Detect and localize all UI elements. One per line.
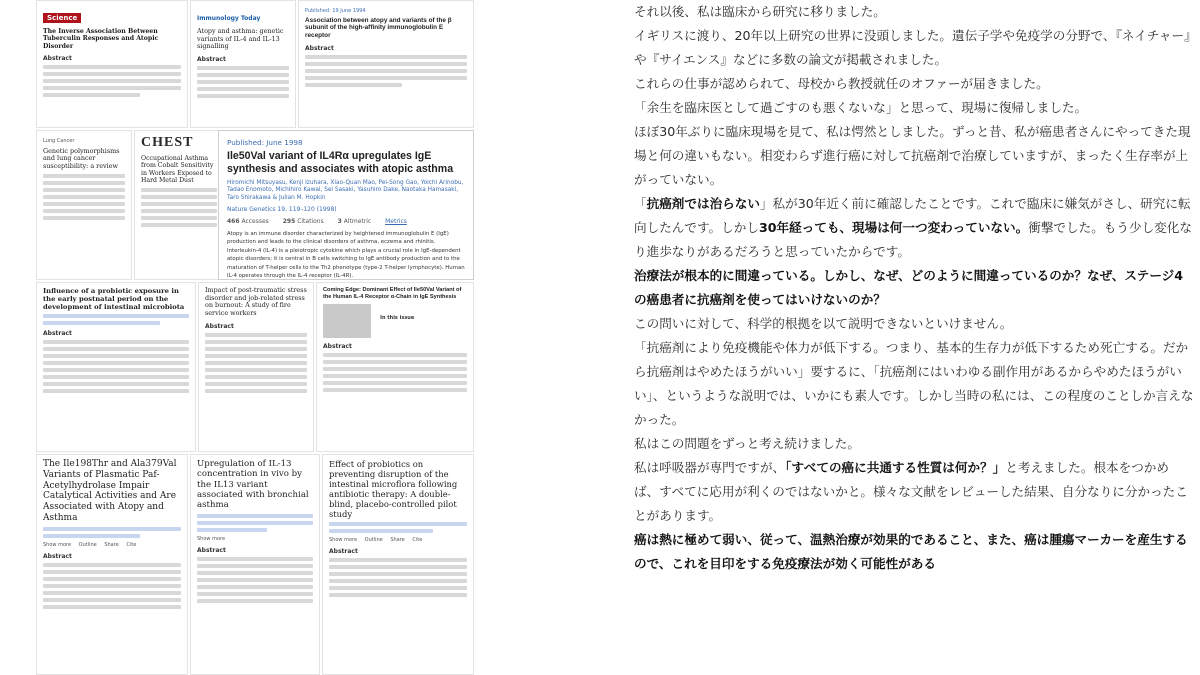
paper-paf-variants bbox=[36, 454, 188, 675]
article-paragraph bbox=[634, 72, 1194, 96]
text-segment: イギリスに渡り、20年以上研究の世界に没頭しました。遺伝子学や免疫学の分野で、『ネイチャー』や『サイエンス』などに多数の論文が掲載されました。 bbox=[634, 28, 1191, 67]
text-segment: と考えました。根本をつかめば、すべてに応用が利くのではないかと。様々な文献をレビューした結果、自分なりに分かったことがあります。 bbox=[634, 460, 1188, 523]
citation-line[interactable]: Nature Genetics 19, 119–120 (1998) bbox=[227, 206, 337, 213]
bold-text-segment: 癌は熱に極めて弱い、従って、温熱治療が効果的であること、また、癌は腫瘍マーカーを産生するので、これを目印をする免疫療法が効く可能性がある bbox=[634, 532, 1188, 571]
share-button[interactable]: Share bbox=[390, 537, 405, 544]
text-segment: 私は呼吸器が専門ですが、 bbox=[634, 460, 786, 475]
metrics-link[interactable]: Metrics bbox=[385, 218, 407, 226]
abstract-text bbox=[323, 353, 467, 392]
article-paragraph bbox=[634, 456, 1194, 528]
show-more-link[interactable]: Show more bbox=[329, 537, 358, 544]
text-segment: これらの仕事が認められて、母校から教授就任のオファーが届きました。 bbox=[634, 76, 1049, 91]
bold-text-segment: 抗癌剤では治らない bbox=[646, 196, 760, 211]
show-more-link[interactable]: Show more bbox=[43, 541, 72, 548]
issue-cover-image[interactable] bbox=[323, 304, 371, 338]
show-more-link[interactable]: Show more bbox=[197, 535, 226, 542]
abstract-text bbox=[43, 65, 181, 97]
article-paragraph bbox=[634, 264, 1194, 312]
bold-text-segment: 「すべての癌に共通する性質は何か？」 bbox=[785, 460, 1006, 475]
article-toolbar bbox=[43, 542, 181, 548]
abstract-text bbox=[43, 340, 189, 393]
paper-ptsd-burnout bbox=[198, 282, 314, 452]
abstract-heading: Abstract bbox=[305, 44, 334, 52]
paper-chest bbox=[134, 130, 224, 280]
abstract-heading: Abstract bbox=[43, 330, 72, 338]
text-segment: 」私が30年近く前に確認したことです。これで臨床に嫌気がさし、研究に転向したんです。しかし bbox=[634, 196, 1191, 235]
abstract-text bbox=[197, 66, 289, 98]
article-body: Atopy is an immune disorder characterized by heightened immunoglobulin E (IgE) production and leads to the clinical disorders of asthma, eczema and rhinitis. Interleukin-4 (IL-4) is a pleiotropic cytokine which plays a crucial role in IgE-dependent atopic disorders; it is central in B cells switching to IgE antibody production and to the maturation of T-helper cells to the Th2 phenotype (type-2 T-helper lymphocyte). Human IL-4 operates through the IL-4 receptor (IL-4R). bbox=[227, 231, 465, 279]
paper-title[interactable]: The Ile198Thr and Ala379Val Variants of Plasmatic Paf-Acetylhydrolase Impair Catalytical Activities and Are Associated with Atopy and Asthma bbox=[43, 459, 177, 523]
altmetric-label: Altmetric bbox=[343, 218, 372, 226]
paper-title[interactable]: Ile50Val variant of IL4Rα upregulates IgE synthesis and associates with atopic asthma bbox=[227, 149, 454, 175]
text-segment: ほぼ30年ぶりに臨床現場を見て、私は愕然としました。ずっと昔、私が癌患者さんにやってきた現場と何の違いもない。相変わらず進行癌に対して抗癌剤で治療していますが、まったく生存率が上がっていない。 bbox=[634, 124, 1191, 187]
journal-logo-chest: CHEST bbox=[141, 135, 194, 150]
article-toolbar bbox=[329, 537, 467, 543]
text-segment: 衝撃でした。もう少し変化なり進歩なりがあるだろうと思っていたからです。 bbox=[634, 220, 1192, 259]
author-lines bbox=[43, 527, 181, 538]
publish-date: Published: 19 June 1994 bbox=[305, 8, 366, 14]
abstract-text bbox=[205, 333, 307, 393]
author-lines bbox=[197, 514, 313, 532]
article-paragraph bbox=[634, 24, 1194, 72]
abstract-heading: Abstract bbox=[43, 552, 72, 560]
abstract-heading: Abstract bbox=[323, 343, 352, 351]
author-lines bbox=[43, 314, 189, 325]
journal-logo-science: Science bbox=[43, 13, 81, 23]
outline-button[interactable]: Outline bbox=[364, 537, 383, 544]
abstract-heading: Abstract bbox=[329, 548, 358, 556]
author-lines bbox=[329, 522, 467, 533]
text-segment: 私はこの問題をずっと考え続けました。 bbox=[634, 436, 860, 451]
paper-title[interactable]: Impact of post-traumatic stress disorder and job-related stress on burnout: A study of fire service workers bbox=[205, 286, 307, 318]
paper-immunology-today bbox=[190, 0, 296, 128]
article-body-text bbox=[634, 0, 1194, 675]
outline-button[interactable]: Outline bbox=[78, 541, 97, 548]
article-paragraph bbox=[634, 192, 1194, 264]
accesses-label: Accesses bbox=[241, 218, 269, 226]
abstract-text bbox=[197, 557, 313, 603]
paper-beta-subunit bbox=[298, 0, 474, 128]
paper-lung-cancer bbox=[36, 130, 132, 280]
abstract-text bbox=[43, 174, 125, 220]
in-this-issue-label: In this issue bbox=[380, 315, 415, 322]
metrics-row bbox=[227, 218, 465, 225]
journal-name: Lung Cancer bbox=[43, 138, 75, 144]
publish-date: Published: June 1998 bbox=[227, 138, 303, 147]
paper-il4ra-nature-genetics bbox=[218, 130, 474, 280]
citations-label: Citations bbox=[297, 218, 324, 226]
article-paragraph bbox=[634, 96, 1194, 120]
text-segment: 「余生を臨床医として過ごすのも悪くないな」と思って、現場に復帰しました。 bbox=[634, 100, 1088, 115]
paper-title[interactable]: Association between atopy and variants of the β subunit of the high-affinity immunoglobulin E receptor bbox=[305, 16, 452, 40]
share-button[interactable]: Share bbox=[104, 541, 119, 548]
author-list[interactable]: Hiromichi Mitsuyasu, Kenji Izuhara, Xiao-Quan Mao, Pei-Song Gao, Yoichi Arinobu, Tadao Enomoto, Michihiro Kawai, Sei Sasaki, Yasuhiro Dake, Naotaka Hamasaki, Taro Shirakawa & Julian M. Hopkin bbox=[227, 179, 464, 202]
paper-probiotics bbox=[322, 454, 474, 675]
paper-title[interactable]: Occupational Asthma from Cobalt Sensitivity in Workers Exposed to Hard Metal Dust bbox=[141, 155, 214, 185]
paper-title[interactable]: Effect of probiotics on preventing disruption of the intestinal microflora following antibiotic therapy: A double-blind, placebo-controlled pilot study bbox=[329, 459, 458, 520]
abstract-heading: Abstract bbox=[197, 546, 226, 554]
accesses-count: 466 bbox=[227, 218, 240, 226]
text-segment: それ以後、私は臨床から研究に移りました。 bbox=[634, 4, 886, 19]
article-paragraph bbox=[634, 312, 1194, 336]
paper-title[interactable]: Genetic polymorphisms and lung cancer susceptibility: a review bbox=[43, 146, 120, 171]
cite-button[interactable]: Cite bbox=[412, 537, 423, 544]
text-segment: 「抗癌剤により免疫機能や体力が低下する。つまり、基本的生存力が低下するため死亡する。だから抗癌剤はやめたほうがいい」要するに、「抗癌剤にはいわゆる副作用があるからやめたほうがいい」、というような説明では、いかにも素人です。しかし当時の私には、この程度のことしか言えなかった。 bbox=[634, 340, 1194, 427]
article-paragraph bbox=[634, 432, 1194, 456]
article-paragraph bbox=[634, 528, 1194, 576]
abstract-heading: Abstract bbox=[197, 56, 226, 64]
article-paragraph bbox=[634, 336, 1194, 432]
abstract-heading: Abstract bbox=[205, 322, 234, 330]
text-segment: 「 bbox=[634, 196, 647, 211]
altmetric-count: 3 bbox=[337, 218, 342, 226]
text-segment: この問いに対して、科学的根拠を以て説明できないといけません。 bbox=[634, 316, 1013, 331]
paper-title[interactable]: Coming Edge: Dominant Effect of Ile50Val Variant of the Human IL-4 Receptor α-Chain in IgE Synthesis bbox=[323, 287, 462, 300]
abstract-text bbox=[329, 558, 467, 597]
paper-science bbox=[36, 0, 188, 128]
bold-text-segment: 30年経っても、現場は何一つ変わっていない。 bbox=[758, 220, 1029, 235]
paper-title[interactable]: Influence of a probiotic exposure in the early postnatal period on the development of intestinal microbiota bbox=[43, 287, 185, 312]
article-paragraph bbox=[634, 0, 1194, 24]
article-paragraph bbox=[634, 120, 1194, 192]
content-row bbox=[323, 304, 467, 338]
paper-title[interactable]: The Inverse Association Between Tuberculin Responses and Atopic Disorder bbox=[43, 28, 159, 50]
paper-title[interactable]: Atopy and asthma: genetic variants of IL-4 and IL-13 signalling bbox=[197, 27, 284, 51]
citations-count: 295 bbox=[282, 218, 296, 226]
paper-il13 bbox=[190, 454, 320, 675]
bold-text-segment: 治療法が根本的に間違っている。しかし、なぜ、どのように間違っているのか？なぜ、ステージ4の癌患者に抗癌剤を使ってはいけないのか？ bbox=[634, 268, 1184, 307]
paper-title[interactable]: Upregulation of IL-13 concentration in vivo by the IL13 variant associated with bronchial asthma bbox=[197, 459, 309, 511]
abstract-text bbox=[141, 188, 217, 227]
abstract-text bbox=[43, 563, 181, 609]
paper-coming-edge bbox=[316, 282, 474, 452]
paper-microbiota bbox=[36, 282, 196, 452]
abstract-heading: Abstract bbox=[43, 55, 72, 63]
abstract-text bbox=[305, 55, 467, 87]
cite-button[interactable]: Cite bbox=[126, 541, 137, 548]
journal-name: Immunology Today bbox=[197, 15, 261, 22]
